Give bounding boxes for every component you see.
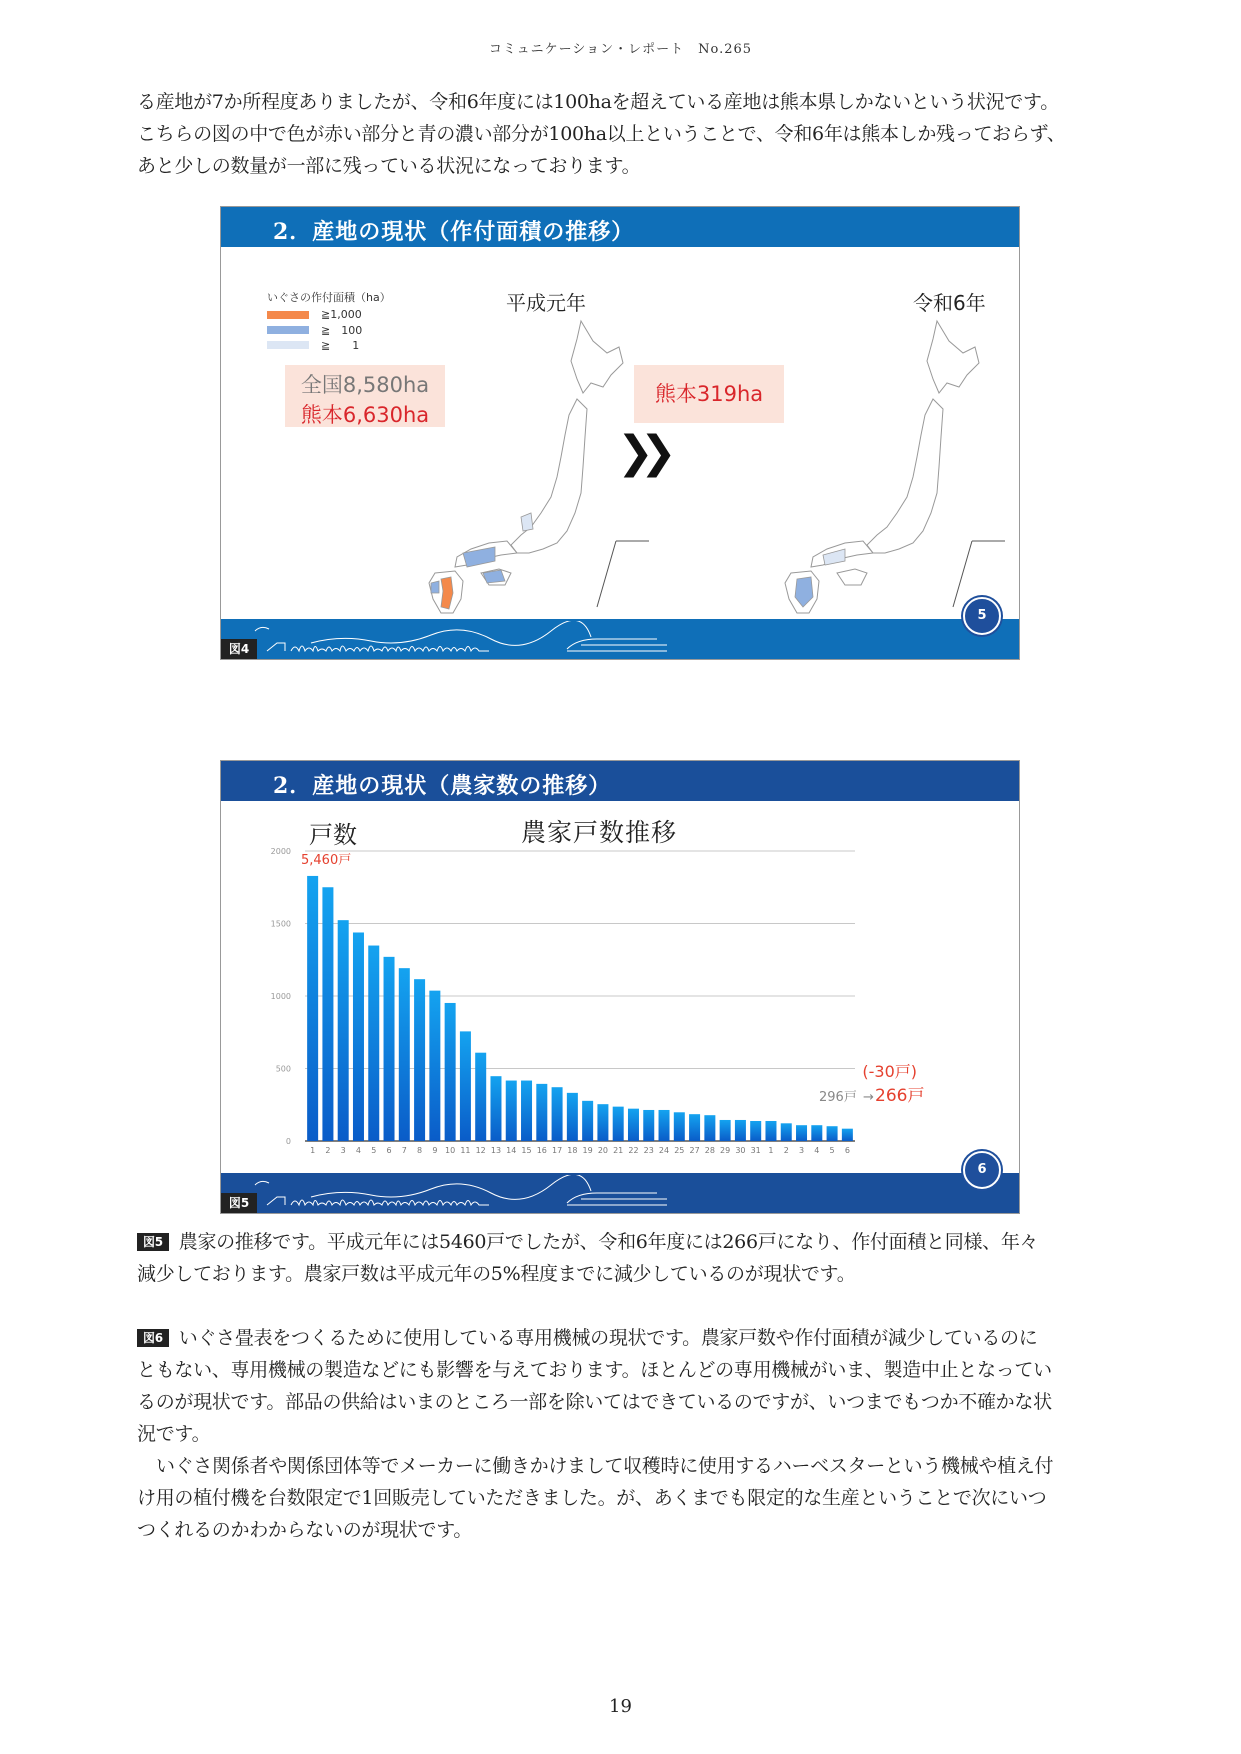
bar [674, 1112, 685, 1141]
bar [750, 1121, 761, 1141]
bar [338, 920, 349, 1141]
skyline-illustration [251, 1175, 671, 1211]
slide-header [221, 207, 1019, 249]
x-tick-label: 29 [720, 1146, 731, 1155]
caption-line: 況です。 [137, 1423, 211, 1445]
caption-line: ともない、専用機械の製造などにも影響を与えております。ほとんどの専用機械がいま、製造中止となってい [137, 1359, 1052, 1381]
legend-swatch [267, 311, 309, 319]
change-from-annotation: 296戸 [819, 1090, 857, 1105]
bar [582, 1101, 593, 1141]
y-tick-label: 1500 [270, 919, 291, 929]
caption-line: け用の植付機を台数限定で1回販売していただきました。が、あくまでも限定的な生産ということで次にいつ [137, 1487, 1047, 1509]
bar [414, 979, 425, 1141]
x-tick-label: 1 [768, 1146, 774, 1155]
y-tick-label: 500 [275, 1064, 291, 1074]
intro-paragraph [137, 86, 1107, 182]
slide-footer [221, 1162, 1019, 1213]
figure-tag: 図5 [137, 1233, 169, 1251]
bar [399, 968, 410, 1141]
bar [429, 991, 440, 1141]
bar [567, 1093, 578, 1141]
x-tick-label: 25 [674, 1146, 685, 1155]
bar [811, 1125, 822, 1141]
legend-title: いぐさの作付面積（ha） [267, 291, 391, 304]
y-tick-label: 1000 [270, 992, 291, 1001]
skyline-illustration [251, 621, 671, 657]
bar [307, 876, 318, 1141]
x-tick-label: 4 [814, 1146, 820, 1155]
x-tick-label: 18 [567, 1146, 578, 1155]
x-tick-label: 8 [417, 1146, 423, 1155]
x-tick-label: 24 [658, 1146, 670, 1155]
x-tick-label: 14 [506, 1146, 517, 1155]
bar [781, 1123, 792, 1141]
x-tick-label: 19 [582, 1146, 593, 1155]
legend-label: ≧1,000 [321, 308, 362, 321]
legend-swatch [267, 341, 309, 349]
callout-national-total: 全国8,580ha [300, 373, 430, 397]
figure-5-slide [220, 760, 1020, 1214]
caption-line: 農家の推移です。平成元年には5460戸でしたが、令和6年度には266戸になり、作付面積と同様、年々 [178, 1231, 1039, 1253]
x-tick-label: 10 [445, 1146, 456, 1155]
x-tick-label: 20 [597, 1146, 609, 1155]
x-tick-label: 1 [310, 1146, 316, 1155]
bar [384, 957, 395, 1141]
intro-line: こちらの図の中で色が赤い部分と青の濃い部分が100ha以上ということで、令和6年は熊本しか残っておらず、 [137, 123, 1066, 145]
honshu-shape [511, 399, 587, 553]
japan-map-reiwa [727, 317, 1020, 617]
bar [765, 1121, 776, 1141]
bar [475, 1053, 486, 1141]
caption-line: つくれるのかわからないのが現状です。 [137, 1519, 473, 1541]
x-tick-label: 6 [386, 1146, 392, 1155]
y-tick-label: 0 [285, 1137, 291, 1146]
x-tick-label: 5 [371, 1146, 377, 1155]
x-tick-label: 11 [460, 1146, 471, 1155]
bar [552, 1087, 563, 1141]
x-tick-label: 5 [829, 1146, 835, 1155]
figure-4-slide [220, 206, 1020, 660]
chart-title: 農家戸数推移 [521, 818, 678, 847]
bar [628, 1109, 639, 1141]
x-tick-label: 13 [490, 1146, 502, 1155]
x-tick-label: 2 [325, 1146, 331, 1155]
bar [521, 1081, 532, 1141]
bar [613, 1107, 624, 1141]
bar [445, 1003, 456, 1141]
x-tick-label: 16 [536, 1146, 547, 1155]
legend-label: ≧ 1 [321, 338, 360, 352]
bar-chart [221, 761, 1020, 1214]
bar [490, 1076, 501, 1141]
x-tick-label: 3 [340, 1146, 346, 1155]
x-tick-label: 23 [643, 1146, 654, 1155]
bar [322, 887, 333, 1141]
chart-y-axis-label: 戸数 [309, 821, 357, 849]
bar [735, 1120, 746, 1141]
caption-figure-5 [137, 1226, 1107, 1290]
callout-heisei [285, 365, 445, 427]
bar [720, 1120, 731, 1141]
bar [704, 1115, 715, 1141]
x-tick-label: 21 [613, 1146, 624, 1155]
caption-figure-6 [137, 1322, 1107, 1546]
x-tick-label: 28 [704, 1146, 715, 1155]
x-tick-label: 31 [750, 1146, 761, 1155]
right-map-title: 令和6年 [913, 291, 986, 315]
running-head: コミュニケーション・レポート No.265 [488, 42, 753, 57]
bar [827, 1126, 838, 1141]
slide-page-badge: 5 [963, 597, 1001, 635]
x-tick-label: 22 [628, 1146, 639, 1155]
change-to-annotation: 266戸 [875, 1086, 925, 1106]
x-tick-label: 30 [735, 1146, 746, 1155]
bar [460, 1031, 471, 1141]
x-tick-label: 15 [521, 1146, 532, 1155]
x-tick-label: 4 [355, 1146, 362, 1155]
bar [689, 1114, 700, 1141]
x-tick-label: 2 [783, 1146, 789, 1155]
bar [368, 946, 379, 1141]
bar [643, 1110, 654, 1141]
figure-label: 図5 [221, 1193, 257, 1213]
slide-page-badge: 6 [963, 1151, 1001, 1189]
callout-reiwa [634, 365, 784, 423]
first-bar-annotation: 5,460戸 [301, 852, 352, 868]
legend-label: ≧ 100 [321, 323, 363, 337]
x-tick-label: 12 [475, 1146, 486, 1155]
slide-title: 2．産地の現状（作付面積の推移） [273, 219, 635, 245]
bar [842, 1129, 853, 1141]
bar [506, 1081, 517, 1141]
slide-footer [221, 608, 1019, 659]
caption-line: るのが現状です。部品の供給はいまのところ一部を除いてはできているのですが、いつまでもつか不確かな状 [137, 1391, 1052, 1413]
bar [597, 1104, 608, 1141]
change-delta-annotation: (-30戸) [862, 1062, 917, 1081]
x-tick-label: 17 [551, 1146, 563, 1155]
x-tick-label: 3 [798, 1146, 805, 1155]
slide-title: 2．産地の現状（農家数の推移） [273, 773, 612, 799]
callout-kumamoto-total: 熊本6,630ha [300, 403, 430, 427]
intro-line: あと少しの数量が一部に残っている状況になっております。 [137, 155, 641, 177]
double-chevron-right-icon: ❯❯ [617, 427, 663, 478]
legend-swatch [267, 326, 309, 334]
slide-header-rule [221, 247, 1019, 249]
figure-tag: 図6 [137, 1329, 169, 1347]
figure-label: 図4 [221, 639, 257, 659]
left-map-title: 平成元年 [506, 291, 586, 315]
page-number: 19 [609, 1696, 632, 1717]
intro-line: る産地が7か所程度ありましたが、令和6年度には100haを超えている産地は熊本県しかないという状況です。 [137, 91, 1059, 113]
bar [353, 932, 364, 1141]
x-tick-label: 27 [689, 1146, 700, 1155]
bar [659, 1110, 670, 1141]
y-tick-label: 2000 [270, 847, 291, 856]
caption-line: 減少しております。農家戸数は平成元年の5%程度までに減少しているのが現状です。 [137, 1263, 856, 1285]
highlight-chugoku [463, 547, 495, 567]
bar [536, 1084, 547, 1141]
change-arrow-annotation: → [863, 1090, 874, 1105]
bar [796, 1125, 807, 1141]
x-tick-label: 6 [844, 1146, 850, 1155]
caption-line: いぐさ畳表をつくるために使用している専用機械の現状です。農家戸数や作付面積が減少しているのに [178, 1327, 1038, 1349]
callout-kumamoto-total: 熊本319ha [654, 382, 764, 406]
hokkaido-shape [571, 321, 623, 393]
caption-line: いぐさ関係者や関係団体等でメーカーに働きかけまして収穫時に使用するハーベスターという機械や植え付 [156, 1455, 1054, 1477]
x-tick-label: 9 [432, 1146, 438, 1155]
x-tick-label: 7 [401, 1146, 407, 1155]
